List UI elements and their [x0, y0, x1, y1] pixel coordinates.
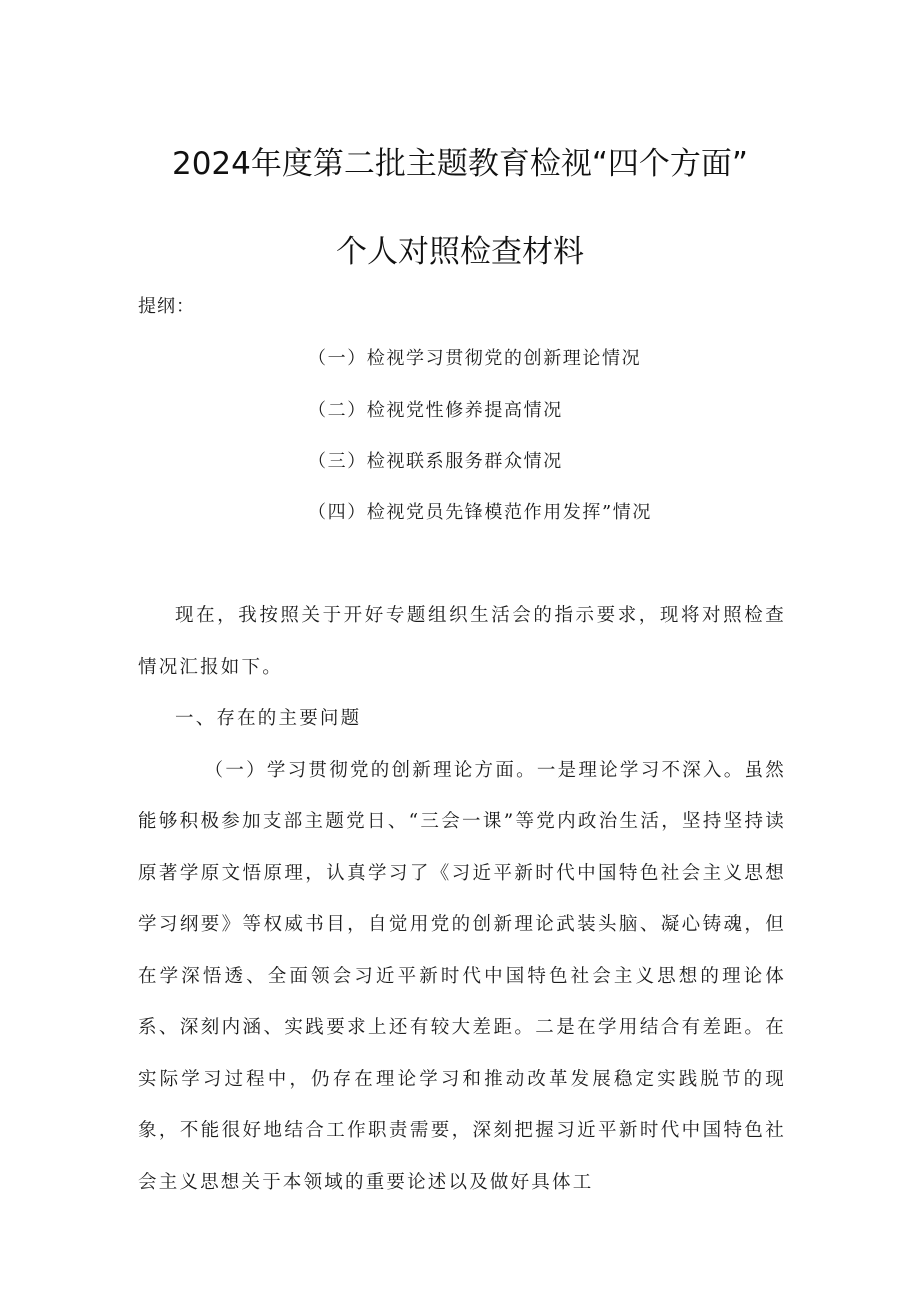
outline-item-1: （一）检视学习贯彻党的创新理论情况 [308, 348, 642, 369]
outline-label: 提纲： [138, 296, 195, 317]
outline-item-3: （三）检视联系服务群众情况 [308, 451, 563, 472]
outline-item-4: （四）检视党员先锋模范作用发挥”情况 [308, 502, 653, 523]
body-paragraph-theory: （一）学习贯彻党的创新理论方面。一是理论学习不深入。虽然能够积极参加支部主题党日、“三会一课”等党内政治生活，坚持坚持读原著学原文悟原理，认真学习了《习近平新时代中国特色社会主义思想学习纲要》等权威书目，自觉用党的创新理论武装头脑、凝心铸魂，但在学深悟透、全面领会习近平新时代中国特色社会主义思想的理论体系、深刻内涵、实践要求上还有较大差距。二是在学用结合有差距。在实际学习过程中，仍存在理论学习和推动改革发展稳定实践脱节的现象，不能很好地结合工作职责需要，深刻把握习近平新时代中国特色社会主义思想关于本领域的重要论述以及做好具体工 [138, 759, 786, 1193]
outline-item-2: （二）检视党性修养提高情况 [308, 400, 563, 421]
document-title-line-2: 个人对照检查材料 [336, 234, 584, 270]
document-body [138, 590, 786, 1208]
document-title-line-1: 2024年度第二批主题教育检视“四个方面” [171, 146, 748, 182]
body-paragraph-intro: 现在，我按照关于开好专题组织生活会的指示要求，现将对照检查情况汇报如下。 [138, 605, 786, 678]
section-heading: 一、存在的主要问题 [175, 708, 362, 729]
